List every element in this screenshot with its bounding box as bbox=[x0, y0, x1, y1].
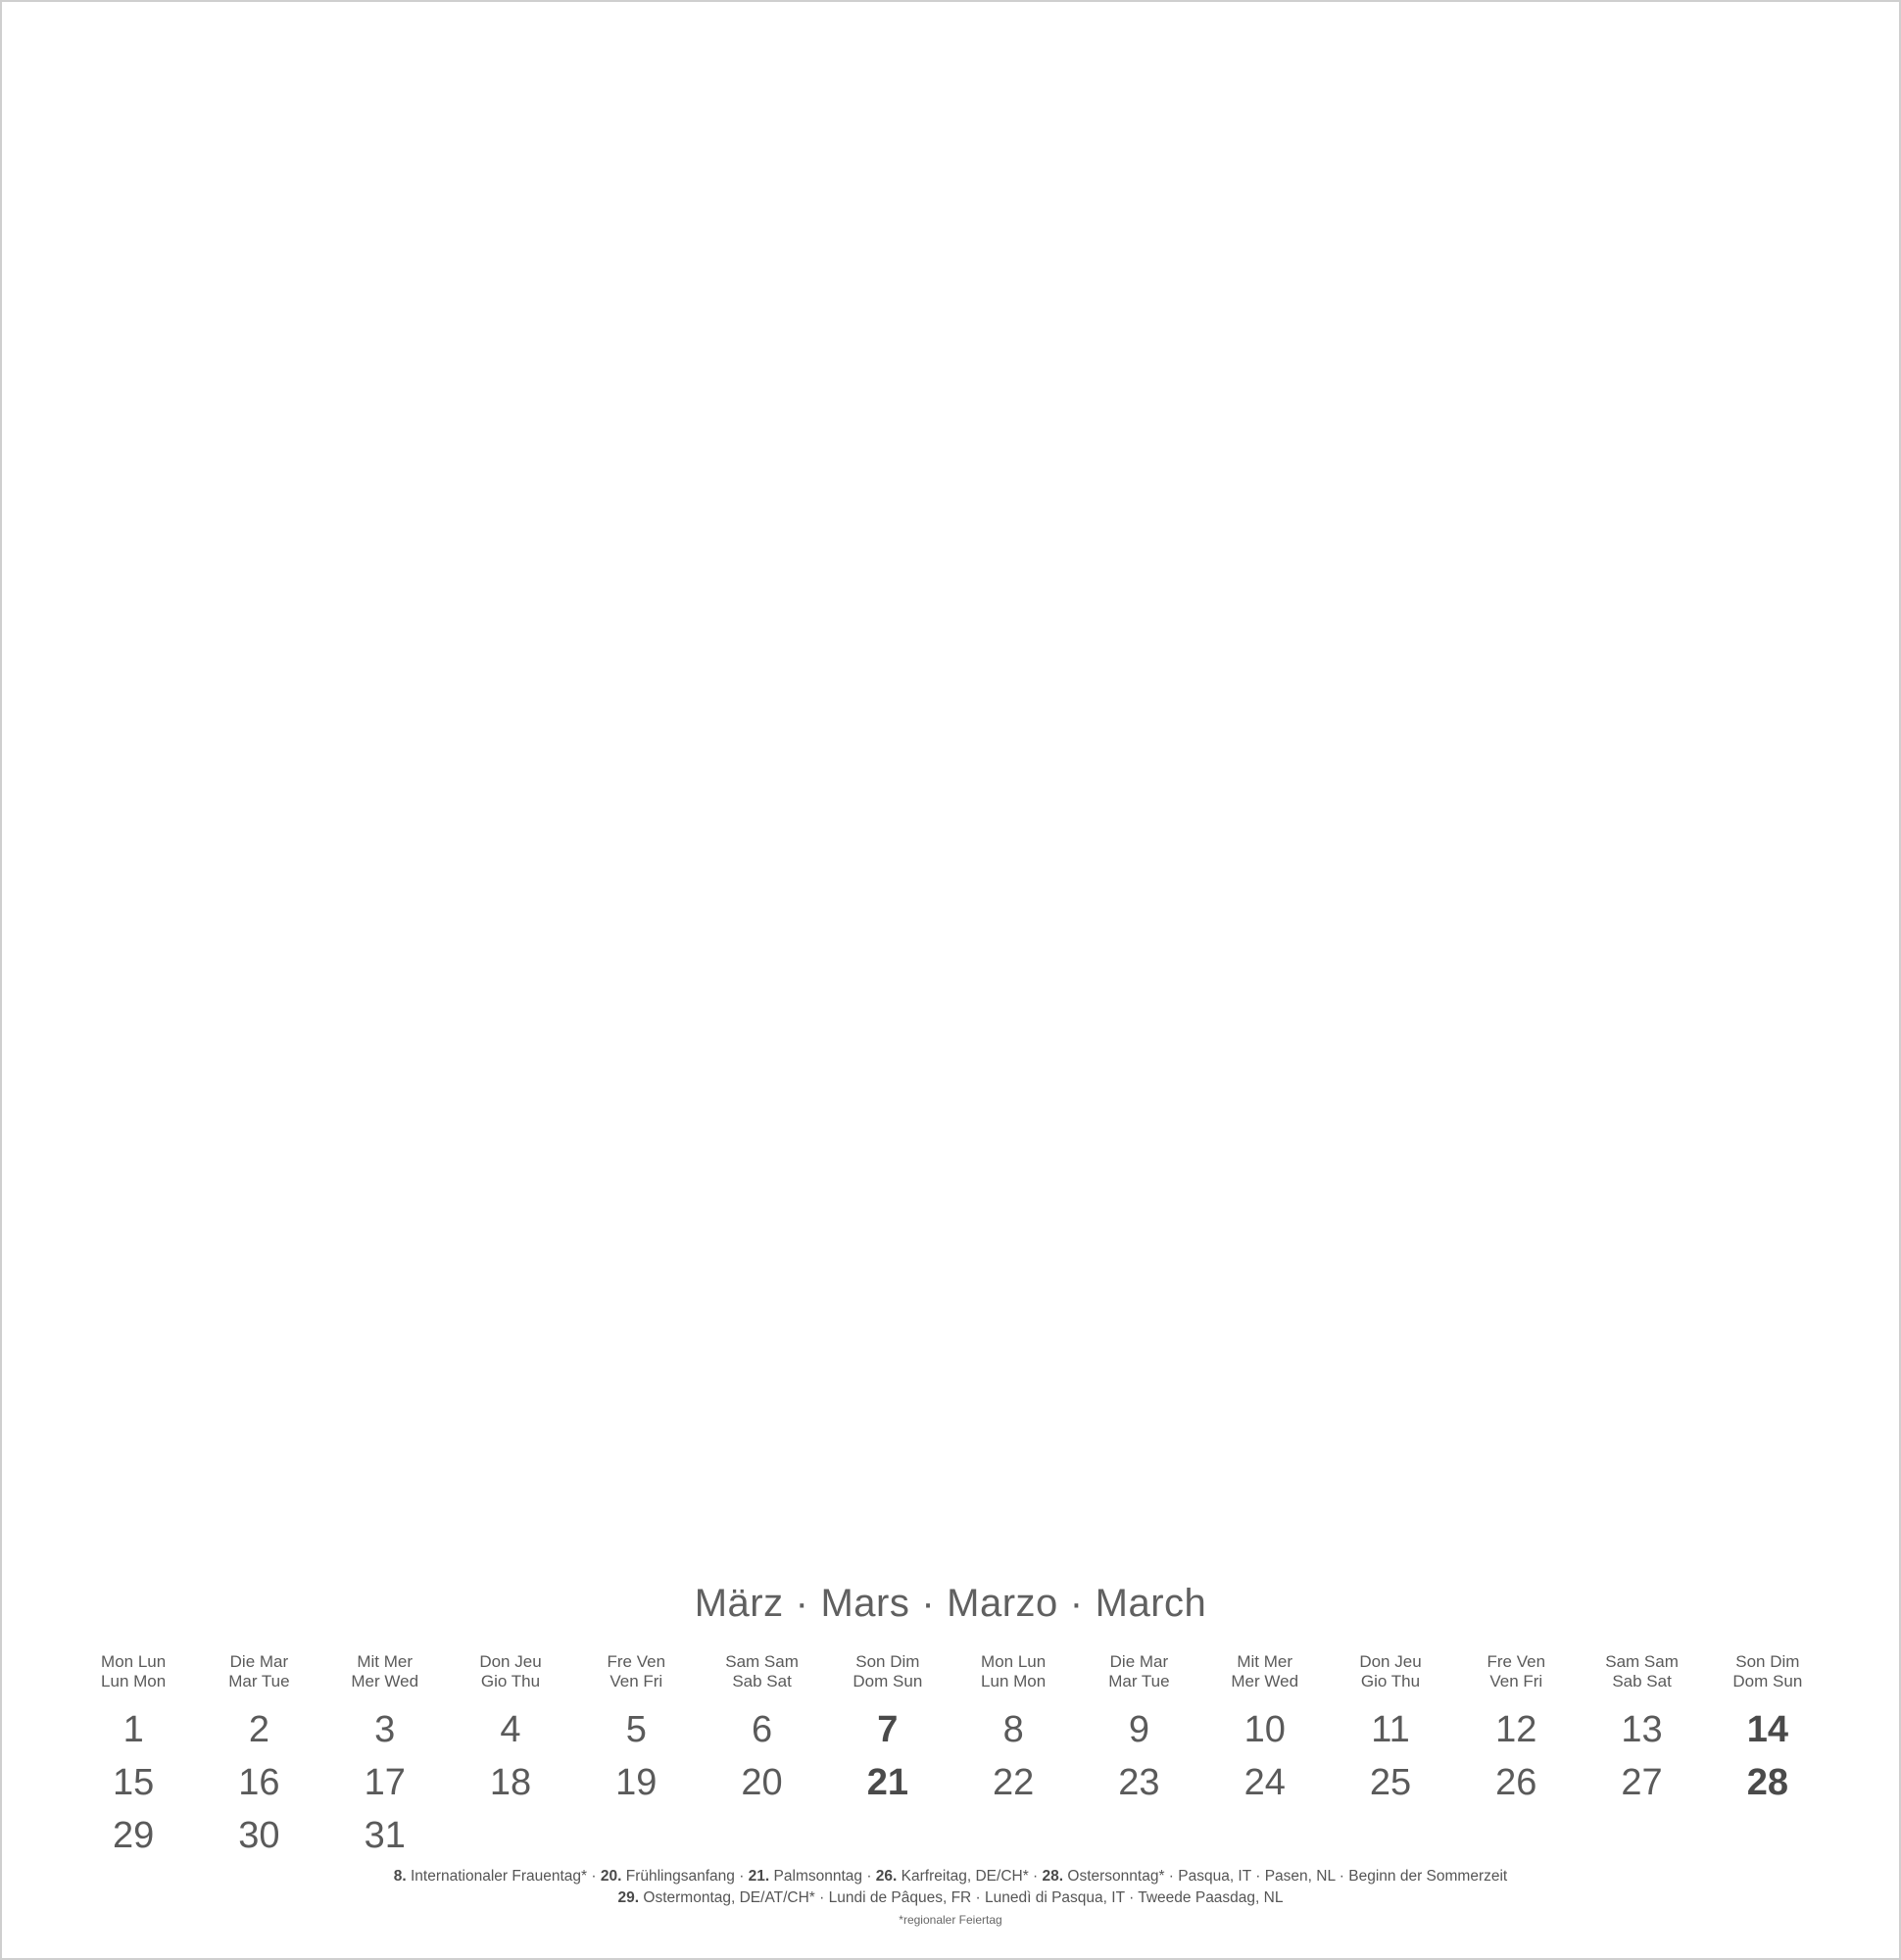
day-cell bbox=[448, 1809, 573, 1862]
day-cell: 10 bbox=[1243, 1709, 1286, 1750]
weekday-label-line1: Mon Lun bbox=[101, 1652, 167, 1671]
weekday-header bbox=[1328, 1652, 1453, 1703]
day-cell: 13 bbox=[1621, 1709, 1663, 1750]
weekday-label-line1: Sam Sam bbox=[725, 1652, 799, 1671]
day-cell bbox=[950, 1809, 1076, 1862]
weekday-header bbox=[322, 1652, 448, 1703]
day-cell-sunday: 7 bbox=[877, 1709, 899, 1750]
weekday-label-line1: Mit Mer bbox=[1237, 1652, 1293, 1671]
day-cell: 1 bbox=[122, 1709, 144, 1750]
day-cell: 29 bbox=[113, 1815, 155, 1856]
weekday-header bbox=[699, 1652, 824, 1703]
day-cell bbox=[699, 1809, 824, 1862]
title-separator: · bbox=[795, 1582, 809, 1625]
month-title bbox=[0, 1582, 1901, 1626]
month-name-de: März bbox=[694, 1582, 784, 1625]
day-cell: 24 bbox=[1243, 1762, 1286, 1803]
title-separator: · bbox=[921, 1582, 936, 1625]
month-name-fr: Mars bbox=[820, 1582, 910, 1625]
day-cell bbox=[1202, 1809, 1328, 1862]
weekday-label-line1: Mon Lun bbox=[981, 1652, 1047, 1671]
weekday-label-line2: Ven Fri bbox=[609, 1672, 663, 1690]
day-cell: 9 bbox=[1128, 1709, 1149, 1750]
weekday-label-line2: Sab Sat bbox=[1612, 1672, 1672, 1690]
day-cell: 20 bbox=[741, 1762, 783, 1803]
holiday-text: Palmsonntag · bbox=[769, 1868, 876, 1885]
holiday-day: 20. bbox=[600, 1868, 622, 1885]
holiday-text: Internationaler Frauentag* · bbox=[406, 1868, 601, 1885]
photo-area bbox=[4, 4, 1901, 1572]
day-cell bbox=[1453, 1809, 1579, 1862]
day-cell: 31 bbox=[364, 1815, 406, 1856]
holiday-text: Karfreitag, DE/CH* · bbox=[897, 1868, 1043, 1885]
weekday-label-line1: Son Dim bbox=[1735, 1652, 1800, 1671]
day-cell bbox=[1076, 1809, 1201, 1862]
weekday-label-line1: Son Dim bbox=[855, 1652, 920, 1671]
weekday-label-line1: Sam Sam bbox=[1605, 1652, 1679, 1671]
holiday-day: 28. bbox=[1042, 1868, 1064, 1885]
month-name-en: March bbox=[1095, 1582, 1207, 1625]
weekday-label-line2: Mar Tue bbox=[228, 1672, 290, 1690]
weekday-header bbox=[1453, 1652, 1579, 1703]
weekday-header bbox=[71, 1652, 196, 1703]
holiday-line bbox=[0, 1887, 1901, 1909]
holiday-notes bbox=[0, 1866, 1901, 1909]
day-cell: 16 bbox=[238, 1762, 280, 1803]
day-cell: 4 bbox=[500, 1709, 521, 1750]
weekday-header bbox=[1705, 1652, 1830, 1703]
weekday-header bbox=[573, 1652, 699, 1703]
weekday-header bbox=[1579, 1652, 1704, 1703]
weekday-label-line2: Gio Thu bbox=[1360, 1672, 1421, 1690]
day-cell-sunday: 28 bbox=[1746, 1762, 1788, 1803]
day-cell-sunday: 21 bbox=[866, 1762, 908, 1803]
weekday-label-line2: Lun Mon bbox=[101, 1672, 167, 1690]
day-cell: 12 bbox=[1495, 1709, 1537, 1750]
weekday-label-line1: Die Mar bbox=[229, 1652, 289, 1671]
day-cell: 8 bbox=[1002, 1709, 1024, 1750]
day-cell: 11 bbox=[1371, 1709, 1410, 1750]
weekday-label-line2: Gio Thu bbox=[480, 1672, 541, 1690]
holiday-day: 21. bbox=[748, 1868, 770, 1885]
day-cell-sunday: 14 bbox=[1746, 1709, 1788, 1750]
day-cell: 23 bbox=[1118, 1762, 1160, 1803]
day-cell: 5 bbox=[625, 1709, 647, 1750]
weekday-header bbox=[950, 1652, 1076, 1703]
holiday-day: 29. bbox=[617, 1889, 640, 1906]
day-cell bbox=[573, 1809, 699, 1862]
holiday-day: 8. bbox=[393, 1868, 407, 1885]
day-cell: 27 bbox=[1621, 1762, 1663, 1803]
day-cell: 22 bbox=[993, 1762, 1035, 1803]
day-cell-sunday bbox=[825, 1809, 950, 1862]
weekday-header bbox=[1202, 1652, 1328, 1703]
weekday-label-line1: Don Jeu bbox=[479, 1652, 542, 1671]
weekday-label-line2: Dom Sun bbox=[853, 1672, 923, 1690]
weekday-header bbox=[825, 1652, 950, 1703]
day-cell: 17 bbox=[364, 1762, 406, 1803]
title-separator: · bbox=[1069, 1582, 1084, 1625]
footnote: *regionaler Feiertag bbox=[899, 1913, 1002, 1927]
holiday-day: 26. bbox=[875, 1868, 898, 1885]
holiday-text: Frühlingsanfang · bbox=[621, 1868, 749, 1885]
day-cell bbox=[1328, 1809, 1453, 1862]
weekday-header bbox=[1076, 1652, 1201, 1703]
weekday-label-line1: Don Jeu bbox=[1359, 1652, 1422, 1671]
weekday-label-line2: Mer Wed bbox=[1231, 1672, 1299, 1690]
day-cell: 2 bbox=[248, 1709, 269, 1750]
day-cell: 26 bbox=[1495, 1762, 1537, 1803]
weekday-label-line2: Dom Sun bbox=[1732, 1672, 1803, 1690]
day-cell: 6 bbox=[751, 1709, 773, 1750]
day-cell bbox=[1579, 1809, 1704, 1862]
day-cell: 18 bbox=[489, 1762, 532, 1803]
weekday-header bbox=[196, 1652, 321, 1703]
weekday-label-line2: Sab Sat bbox=[732, 1672, 792, 1690]
day-cell: 19 bbox=[615, 1762, 658, 1803]
day-cell: 3 bbox=[374, 1709, 396, 1750]
weekday-label-line1: Die Mar bbox=[1109, 1652, 1169, 1671]
weekday-label-line1: Fre Ven bbox=[1487, 1652, 1546, 1671]
weekday-label-line2: Lun Mon bbox=[981, 1672, 1047, 1690]
weekday-label-line2: Ven Fri bbox=[1489, 1672, 1543, 1690]
weekday-label-line1: Mit Mer bbox=[357, 1652, 414, 1671]
weekday-label-line2: Mer Wed bbox=[351, 1672, 419, 1690]
day-cell-sunday bbox=[1705, 1809, 1830, 1862]
weekday-label-line1: Fre Ven bbox=[607, 1652, 666, 1671]
month-name-it: Marzo bbox=[947, 1582, 1058, 1625]
weekday-label-line2: Mar Tue bbox=[1108, 1672, 1170, 1690]
day-cell: 30 bbox=[238, 1815, 280, 1856]
holiday-text: Ostermontag, DE/AT/CH* · Lundi de Pâques, FR · Lunedì di Pasqua, IT · Tweede Paasdag, NL bbox=[639, 1889, 1284, 1906]
holiday-line bbox=[0, 1866, 1901, 1887]
day-cell: 25 bbox=[1369, 1762, 1412, 1803]
calendar-grid bbox=[71, 1652, 1830, 1862]
holiday-text: Ostersonntag* · Pasqua, IT · Pasen, NL · Beginn der Sommerzeit bbox=[1063, 1868, 1508, 1885]
day-cell: 15 bbox=[113, 1762, 155, 1803]
weekday-header bbox=[448, 1652, 573, 1703]
